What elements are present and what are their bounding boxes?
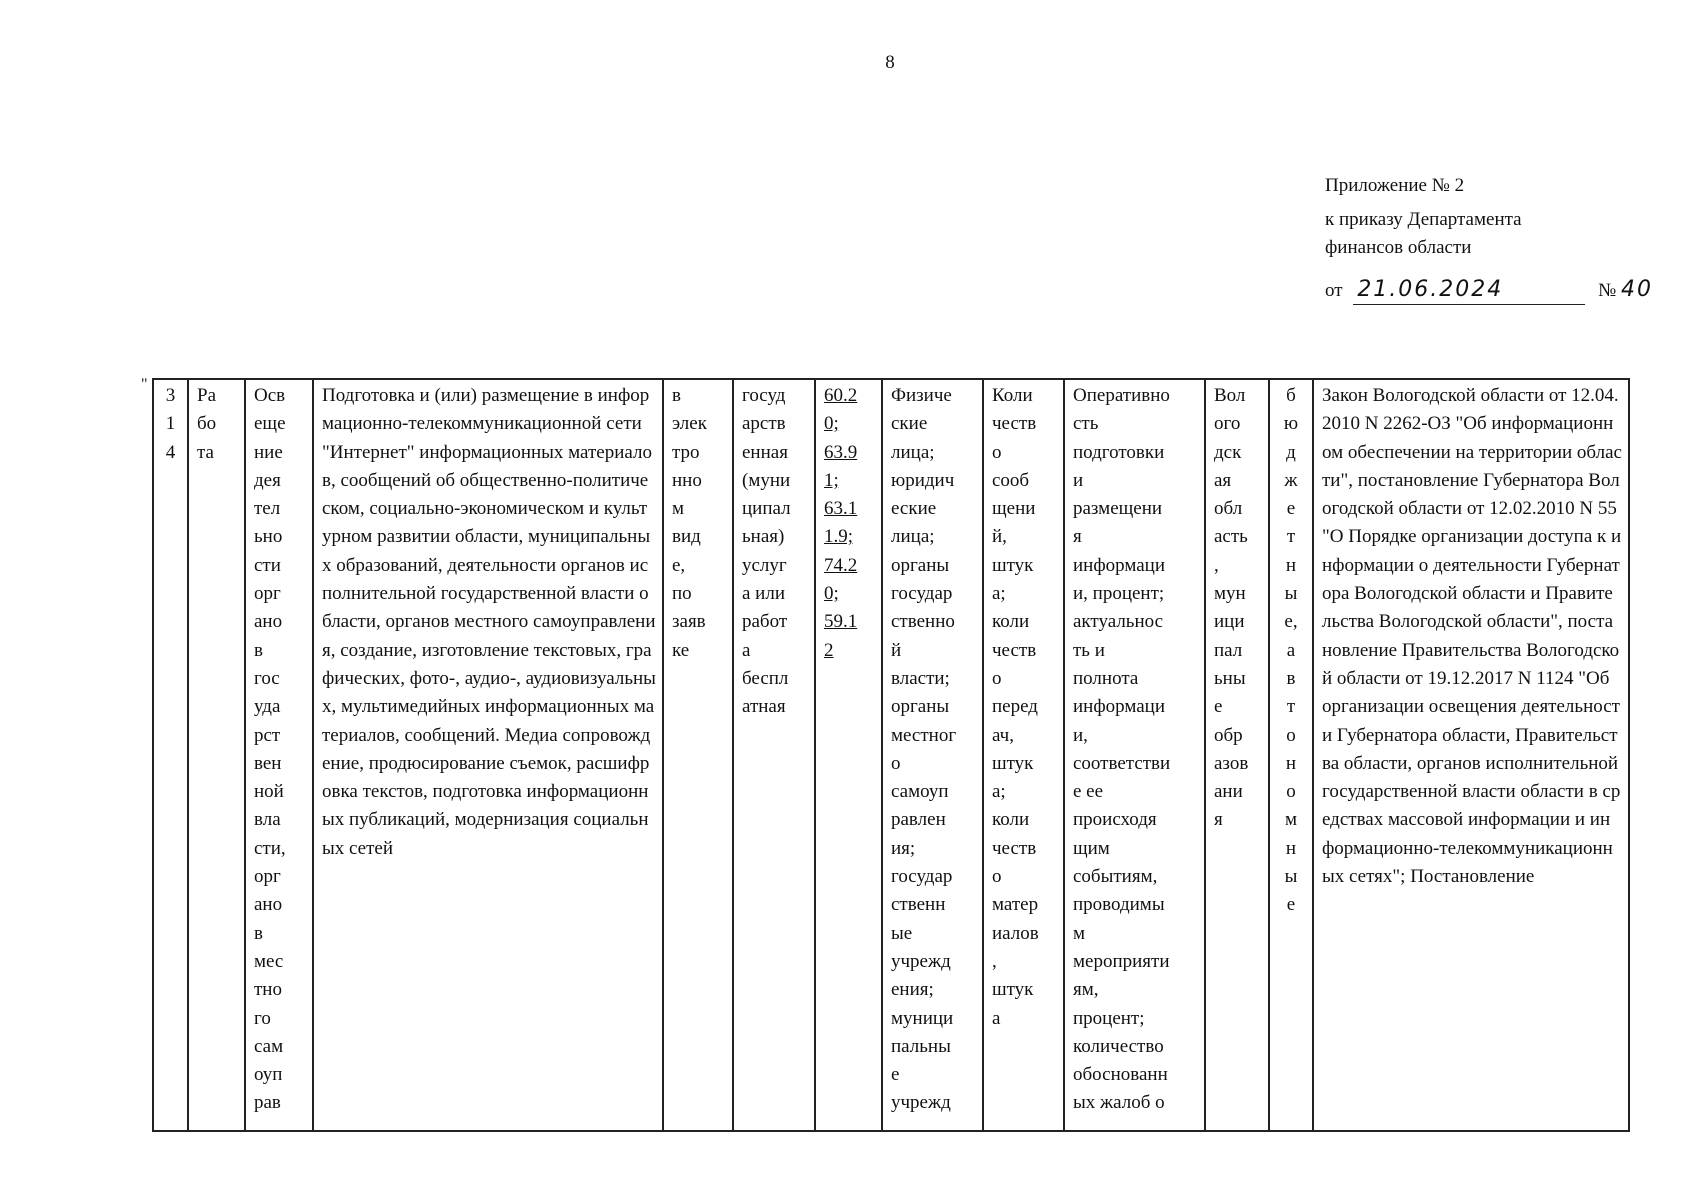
table-row: [153, 379, 1629, 1131]
date-prefix: от: [1325, 280, 1343, 301]
cell-okved-codes: 60.2 0; 63.9 1; 63.1 1.9; 74.2 0; 59.1 2: [815, 379, 882, 1131]
services-table: [152, 378, 1630, 1132]
cell-service-type: госуд арств енная (муни ципал ьная) услуг а или работ а беспл атная: [733, 379, 815, 1131]
cell-volume-indicators: Коли честв о сооб щени й, штук а; коли честв о перед ач, штук а; коли честв о матер иалов , штук а: [983, 379, 1064, 1131]
handwritten-number: 40: [1620, 277, 1653, 302]
cell-row-number: 3 1 4: [153, 379, 188, 1131]
cell-name: Осв еще ние дея тел ьно сти орг ано в гос уда рст вен ной вла сти, орг ано в мес тно го сам оуп рав: [245, 379, 313, 1131]
appendix-header: [1325, 172, 1653, 305]
cell-quality-indicators: Оперативно сть подготовки и размещени я информаци и, процент; актуальнос ть и полнота информаци и, соответстви е ее происходя щим событиям, проводимы м мероприяти ям, процент; количество обоснованн ых жалоб о: [1064, 379, 1205, 1131]
cell-consumers: Физиче ские лица; юридич еские лица; органы государ ственно й власти; органы местног о самоуп равлен ия; государ ственн ые учрежд ения; муници пальны е учрежд: [882, 379, 983, 1131]
cell-form: в элек тро нно м вид е, по заяв ке: [663, 379, 733, 1131]
appendix-line-department: финансов области: [1325, 237, 1472, 258]
appendix-line-order: к приказу Департамента: [1325, 209, 1522, 230]
cell-legal-basis: Закон Вологодской области от 12.04.2010 N 2262-ОЗ "Об информационном обеспечении на территории области", постановление Губернатора Вологодской области от 12.02.2010 N 55 "О Порядке организации доступа к информации о деятельности Губернатора Вологодской области и Правительства Вологодской области", постановление Правительства Вологодской области от 19.12.2017 N 1124 "Об организации освещения деятельности Губернатора области, Правительства области, органов исполнительной государственной власти области в средствах массовой информации и информационно-телекоммуникационных сетях"; Постановление: [1313, 379, 1629, 1131]
appendix-title: Приложение № 2: [1325, 175, 1465, 196]
cell-institution-type: б ю д ж е т н ы е, а в т о н о м н ы е: [1269, 379, 1313, 1131]
number-prefix: №: [1598, 280, 1617, 301]
cell-type: Ра бо та: [188, 379, 245, 1131]
cell-content: Подготовка и (или) размещение в информационно-телекоммуникационной сети "Интернет" информационных материалов, сообщений об общественно-политическом, социально-экономическом и культурном развитии области, муниципальных образований, деятельности органов исполнительной государственной власти области, органов местного самоуправления, создание, изготовление текстовых, графических, фото-, аудио-, аудиовизуальных, мультимедийных информационных материалов, сообщений. Медиа сопровождение, продюсирование съемок, расшифровка текстов, подготовка информационных публикаций, модернизация социальных сетей: [313, 379, 663, 1131]
handwritten-date: 21.06.2024: [1353, 276, 1585, 305]
cell-territory: Вол ого дск ая обл асть , мун ици пал ьны е обр азов ани я: [1205, 379, 1269, 1131]
appendix-signature-line: [1325, 276, 1653, 305]
open-quote-mark: ": [141, 376, 148, 393]
page-number: 8: [885, 52, 895, 73]
